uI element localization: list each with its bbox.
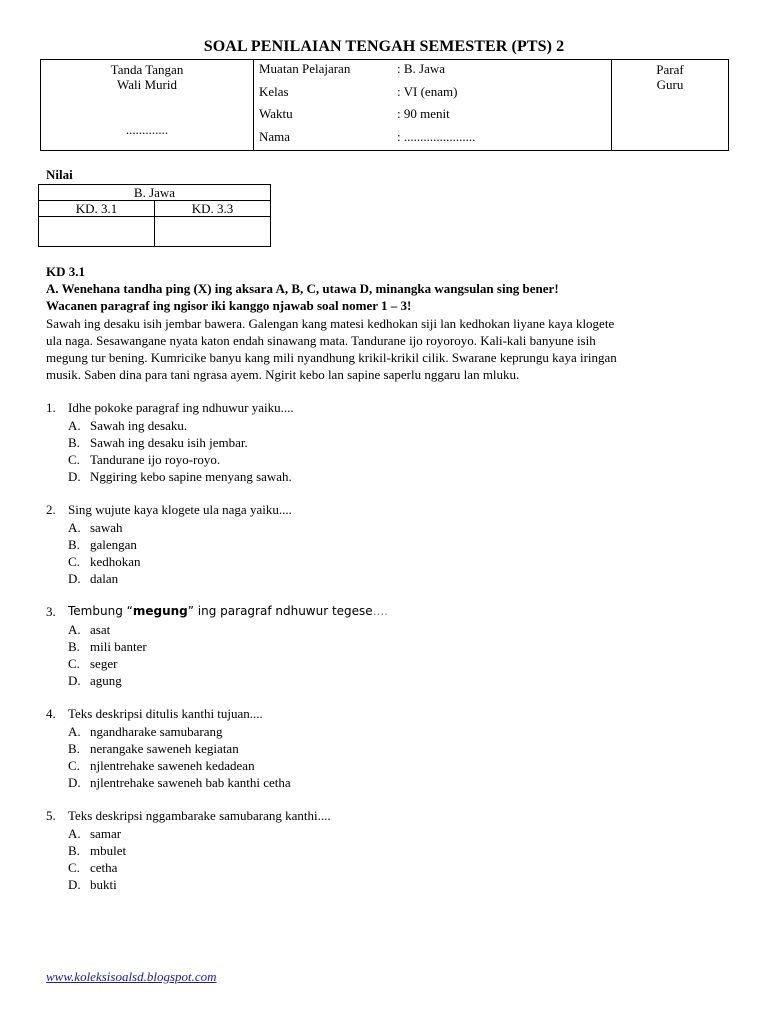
- question-4: [46, 705, 736, 791]
- info-value: : ......................: [397, 128, 476, 144]
- instruction-b: Wacanen paragraf ing ngisor iki kanggo njawab soal nomer 1 – 3!: [46, 298, 412, 314]
- option-c[interactable]: C. njlentrehake saweneh kedadean: [68, 758, 255, 774]
- info-row-name: [259, 128, 611, 151]
- option-b[interactable]: B. galengan: [68, 536, 137, 552]
- option-d[interactable]: D. agung: [68, 673, 122, 689]
- question-text: Tembung “megung” ing paragraf ndhuwur tegese....: [68, 604, 388, 619]
- paragraph-line: musik. Saben dina para tani ngrasa ayem. Ngirit kebo lan sapine saperlu nggaru lan mluku.: [46, 367, 520, 383]
- option-c[interactable]: C. Tandurane ijo royo-royo.: [68, 452, 221, 468]
- option-d[interactable]: D. bukti: [68, 877, 117, 893]
- question-2: [46, 501, 736, 587]
- info-row-time: [259, 105, 611, 128]
- info-label: Kelas: [259, 83, 289, 99]
- nilai-score-kd33: [155, 217, 271, 247]
- paragraph-line: ula naga. Sesawangane nyata katon endah sinawang mata. Tandurane ijo royoroyo. Kali-kali banyune isih: [46, 332, 596, 348]
- question-number: 1.: [46, 400, 56, 416]
- section-kd: KD 3.1: [46, 264, 85, 279]
- paragraph-line: megung tur bening. Kumricike banyu kang mili nyandhung krikil-krikil cilik. Swarane keprungu kaya iringan: [46, 350, 617, 366]
- info-cell: [254, 60, 612, 151]
- question-number: 4.: [46, 706, 56, 722]
- reading-paragraph: [46, 315, 736, 384]
- option-b[interactable]: B. mili banter: [68, 638, 147, 654]
- signature-dots: .............: [125, 122, 169, 137]
- footer-link[interactable]: www.koleksisoalsd.blogspot.com: [46, 969, 217, 984]
- option-c[interactable]: C. kedhokan: [68, 554, 141, 570]
- question-number: 3.: [46, 604, 56, 620]
- option-b[interactable]: B. nerangake saweneh kegiatan: [68, 740, 239, 756]
- nilai-col-kd31: KD. 3.1: [39, 201, 155, 217]
- question-number: 2.: [46, 502, 56, 518]
- option-a[interactable]: A. samar: [68, 825, 122, 841]
- info-row-subject: [259, 60, 611, 83]
- paragraph-line: Sawah ing desaku isih jembar bawera. Galengan kang matesi kedhokan siji lan kedhokan liyane kaya klogete: [46, 315, 615, 331]
- instruction-a: A. Wenehana tandha ping (X) ing aksara A, B, C, utawa D, minangka wangsulan sing bener!: [46, 281, 559, 297]
- question-5: [46, 807, 736, 893]
- info-label: Nama: [259, 128, 291, 144]
- exam-content: [46, 263, 736, 894]
- question-text: Teks deskripsi ditulis kanthi tujuan....: [68, 706, 263, 722]
- nilai-col-kd33: KD. 3.3: [155, 201, 271, 217]
- page-title: SOAL PENILAIAN TENGAH SEMESTER (PTS) 2: [203, 38, 565, 55]
- option-a[interactable]: A. ngandharake samubarang: [68, 723, 223, 739]
- option-d[interactable]: D. dalan: [68, 571, 119, 587]
- info-label: Waktu: [259, 106, 293, 121]
- option-a[interactable]: A. asat: [68, 621, 111, 637]
- signature-cell: [41, 60, 254, 151]
- keyword-megung: megung: [132, 604, 188, 619]
- paraf-label-2: Guru: [656, 77, 684, 92]
- info-value: : 90 menit: [397, 106, 450, 121]
- signature-label-2: Wali Murid: [117, 77, 177, 92]
- info-value: : VI (enam): [397, 83, 458, 99]
- question-text: Teks deskripsi nggambarake samubarang kanthi....: [68, 808, 331, 824]
- option-a[interactable]: A. sawah: [68, 519, 123, 535]
- option-a[interactable]: A. Sawah ing desaku.: [68, 417, 188, 433]
- option-b[interactable]: B. Sawah ing desaku isih jembar.: [68, 434, 248, 450]
- option-d[interactable]: D. njlentrehake saweneh bab kanthi cetha: [68, 775, 291, 791]
- info-label: Muatan Pelajaran: [259, 61, 351, 76]
- header-table: [40, 59, 729, 151]
- question-1: [46, 399, 736, 485]
- info-row-class: [259, 83, 611, 106]
- option-c[interactable]: C. cetha: [68, 860, 118, 876]
- paraf-cell: [612, 60, 729, 151]
- question-text: Idhe pokoke paragraf ing ndhuwur yaiku....: [68, 400, 294, 416]
- question-text: Sing wujute kaya klogete ula naga yaiku....: [68, 502, 292, 518]
- info-value: : B. Jawa: [397, 61, 446, 76]
- paraf-label-1: Paraf: [656, 62, 684, 77]
- nilai-subject: B. Jawa: [39, 185, 271, 201]
- nilai-label: Nilai: [46, 167, 73, 182]
- nilai-score-kd31: [39, 217, 155, 247]
- signature-label-1: Tanda Tangan: [110, 62, 184, 77]
- nilai-table: [38, 184, 271, 247]
- question-3: [46, 603, 736, 689]
- option-b[interactable]: B. mbulet: [68, 842, 127, 858]
- question-number: 5.: [46, 808, 56, 824]
- option-c[interactable]: C. seger: [68, 656, 118, 672]
- option-d[interactable]: D. Nggiring kebo sapine menyang sawah.: [68, 469, 292, 485]
